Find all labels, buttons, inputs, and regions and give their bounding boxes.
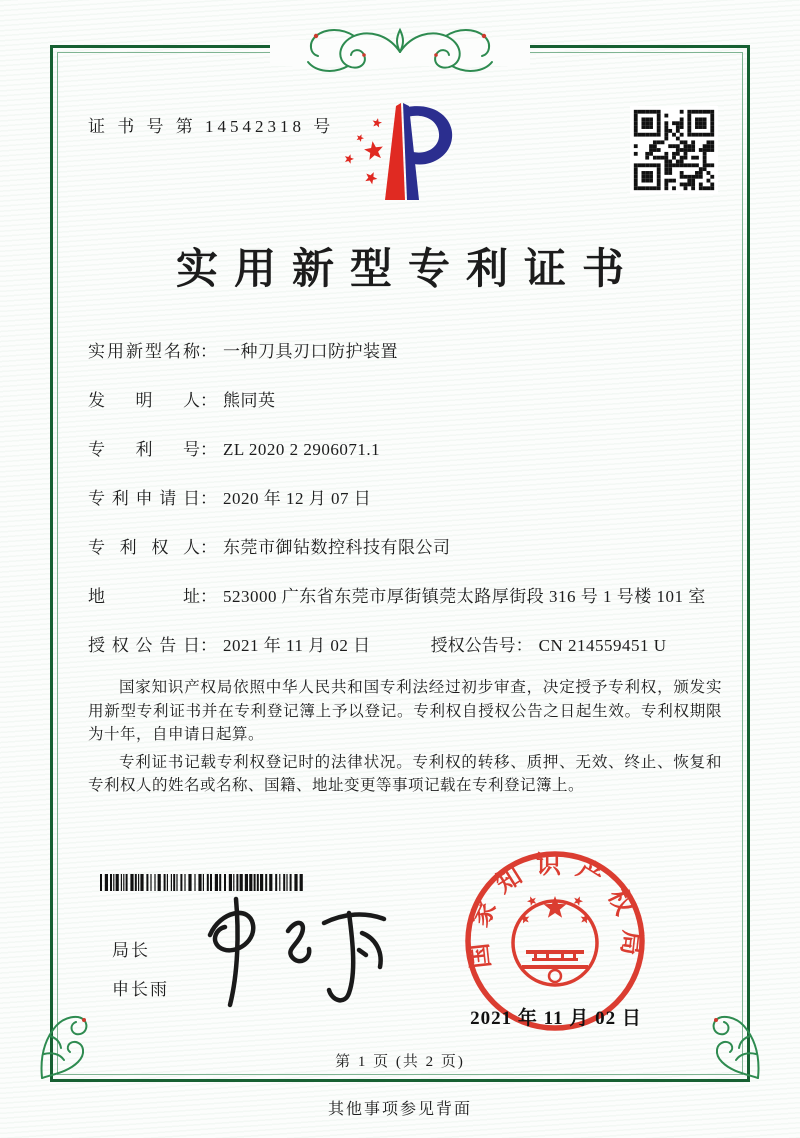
- signer-block: [112, 936, 169, 1000]
- field-label: 专利号: [88, 440, 200, 459]
- field-value: 523000 广东省东莞市厚街镇莞太路厚街段 316 号 1 号楼 101 室: [223, 587, 706, 606]
- corner-flourish-ornament-icon: [688, 1008, 766, 1086]
- field-patentee: 专利权人 ： 东莞市御钻数控科技有限公司: [88, 538, 451, 557]
- national-emblem-icon: [513, 896, 597, 985]
- field-value: CN 214559451 U: [538, 636, 667, 655]
- logo-stars: [345, 118, 383, 184]
- field-label: 地址: [88, 587, 200, 606]
- cnipa-patent-logo-icon: [330, 90, 465, 205]
- field-value: 东莞市御钻数控科技有限公司: [223, 538, 451, 557]
- certificate-fields: [88, 341, 722, 684]
- field-label: 授权公告日: [88, 636, 200, 655]
- field-filing-date: 专利申请日 ： 2020 年 12 月 07 日: [88, 489, 372, 508]
- field-label: 实用新型名称: [88, 342, 200, 361]
- field-address: 地址 ： 523000 广东省东莞市厚街镇莞太路厚街段 316 号 1 号楼 101 室: [88, 587, 706, 606]
- corner-flourish-ornament-icon: [34, 1008, 112, 1086]
- seal-date: 2021 年 11 月 02 日: [470, 1008, 642, 1029]
- legal-paragraph-1: 国家知识产权局依照中华人民共和国专利法经过初步审查，决定授予专利权，颁发实用新型专利证书并在专利登记簿上予以登记。专利权自授权公告之日起生效。专利权期限为十年，自申请日起算。: [88, 679, 722, 743]
- seal-ring-text: 国家知识产权局: [464, 852, 646, 970]
- field-value: 一种刀具刃口防护装置: [223, 342, 398, 361]
- field-label: 专利申请日: [88, 489, 200, 508]
- qr-code-icon: [630, 106, 718, 194]
- dragon-flourish-ornament-icon: [250, 22, 550, 80]
- field-grant-date-and-number: 授权公告日 ： 2021 年 11 月 02 日 授权公告号 ： CN 214559451 U: [88, 636, 667, 655]
- handwritten-signature-icon: [192, 893, 402, 1011]
- field-label: 发明人: [88, 391, 200, 410]
- field-utility-model-name: 实用新型名称 ： 一种刀具刃口防护装置: [88, 342, 398, 361]
- field-inventor: 发明人 ： 熊同英: [88, 391, 276, 410]
- field-label: 专利权人: [88, 538, 200, 557]
- field-label: 授权公告号: [430, 636, 516, 655]
- field-value: 2020 年 12 月 07 日: [223, 489, 372, 508]
- legal-text: [88, 676, 722, 802]
- page-number: 第 1 页 (共 2 页): [335, 1054, 465, 1070]
- legal-paragraph-2: 专利证书记载专利权登记时的法律状况。专利权的转移、质押、无效、终止、恢复和专利权人的姓名或名称、国籍、地址变更等事项记载在专利登记簿上。: [88, 753, 722, 794]
- field-value: ZL 2020 2 2906071.1: [223, 440, 381, 459]
- signer-title: 局长: [112, 941, 150, 960]
- field-value: 2021 年 11 月 02 日: [223, 636, 371, 655]
- signer-name: 申长雨: [112, 980, 169, 999]
- field-value: 熊同英: [223, 391, 276, 410]
- field-patent-number: 专利号 ： ZL 2020 2 2906071.1: [88, 440, 381, 459]
- certificate-title: 实用新型专利证书: [175, 247, 640, 293]
- back-side-note: 其他事项参见背面: [327, 1101, 472, 1118]
- barcode-icon: [100, 874, 306, 891]
- field-grant-number: 授权公告号 ： CN 214559451 U: [430, 636, 667, 655]
- certificate-number: 证 书 号 第 14542318 号: [88, 117, 335, 136]
